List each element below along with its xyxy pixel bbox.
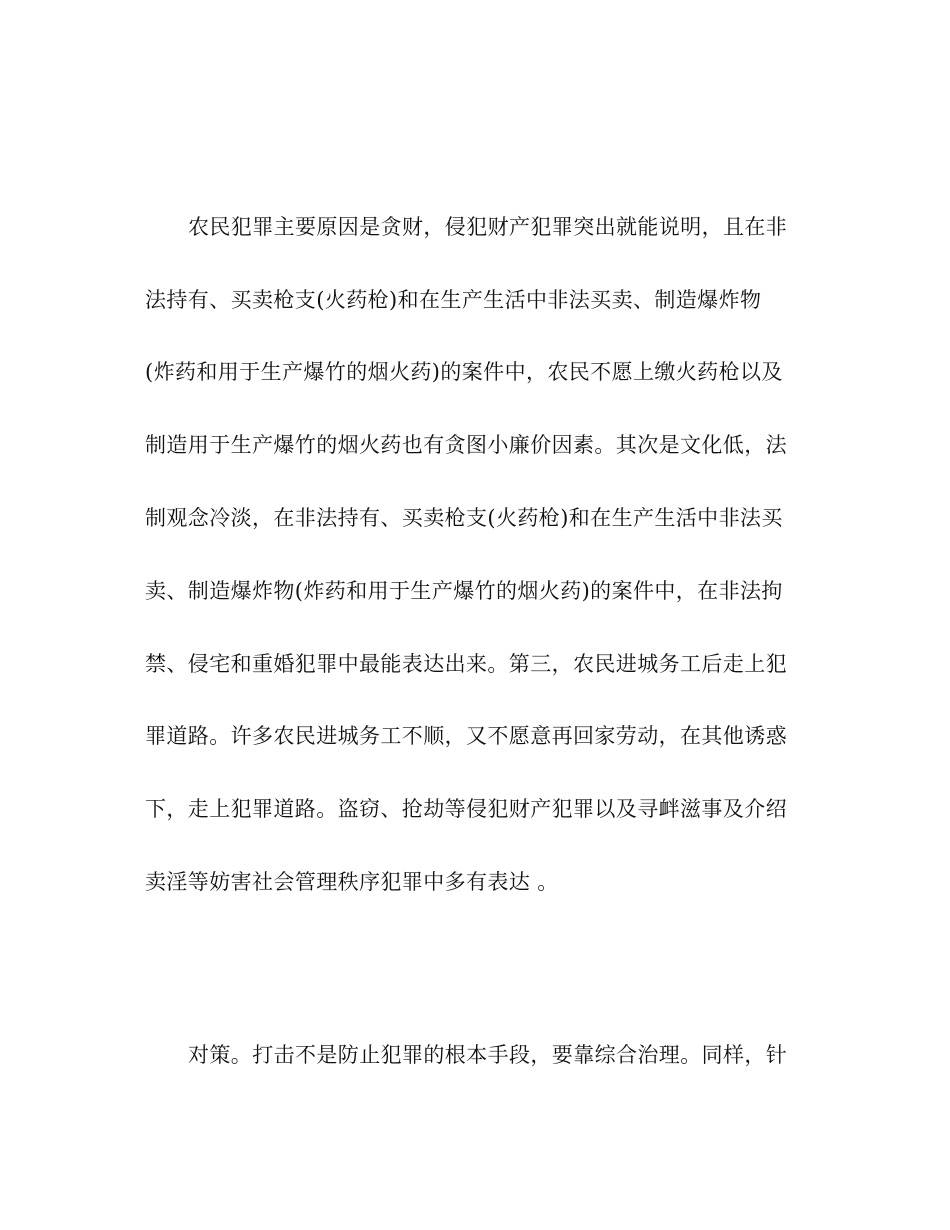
paragraph-1-line-9: 下，走上犯罪道路。盗窃、抢劫等侵犯财产犯罪以及寻衅滋事及介绍 (145, 797, 787, 821)
paragraph-1-line-2: 法持有、买卖枪支(火药枪)和在生产生活中非法买卖、制造爆炸物 (145, 288, 762, 312)
paragraph-1-line-6: 卖、制造爆炸物(炸药和用于生产爆竹的烟火药)的案件中，在非法拘 (145, 579, 783, 603)
paragraph-2-line-1: 对策。打击不是防止犯罪的根本手段，要靠综合治理。同样，针 (188, 1043, 788, 1067)
paragraph-1-line-1: 农民犯罪主要原因是贪财，侵犯财产犯罪突出就能说明，且在非 (188, 215, 788, 239)
paragraph-1-line-5: 制观念冷淡，在非法持有、买卖枪支(火药枪)和在生产生活中非法买 (145, 506, 783, 530)
paragraph-1-line-10: 卖淫等妨害社会管理秩序犯罪中多有表达 。 (145, 870, 559, 894)
paragraph-1-line-3: (炸药和用于生产爆竹的烟火药)的案件中，农民不愿上缴火药枪以及 (145, 360, 783, 384)
paragraph-1-line-4: 制造用于生产爆竹的烟火药也有贪图小廉价因素。其次是文化低，法 (145, 433, 787, 457)
paragraph-1-line-8: 罪道路。许多农民进城务工不顺，又不愿意再回家劳动，在其他诱惑 (145, 724, 787, 748)
paragraph-1-line-7: 禁、侵宅和重婚犯罪中最能表达出来。第三，农民进城务工后走上犯 (145, 652, 787, 676)
